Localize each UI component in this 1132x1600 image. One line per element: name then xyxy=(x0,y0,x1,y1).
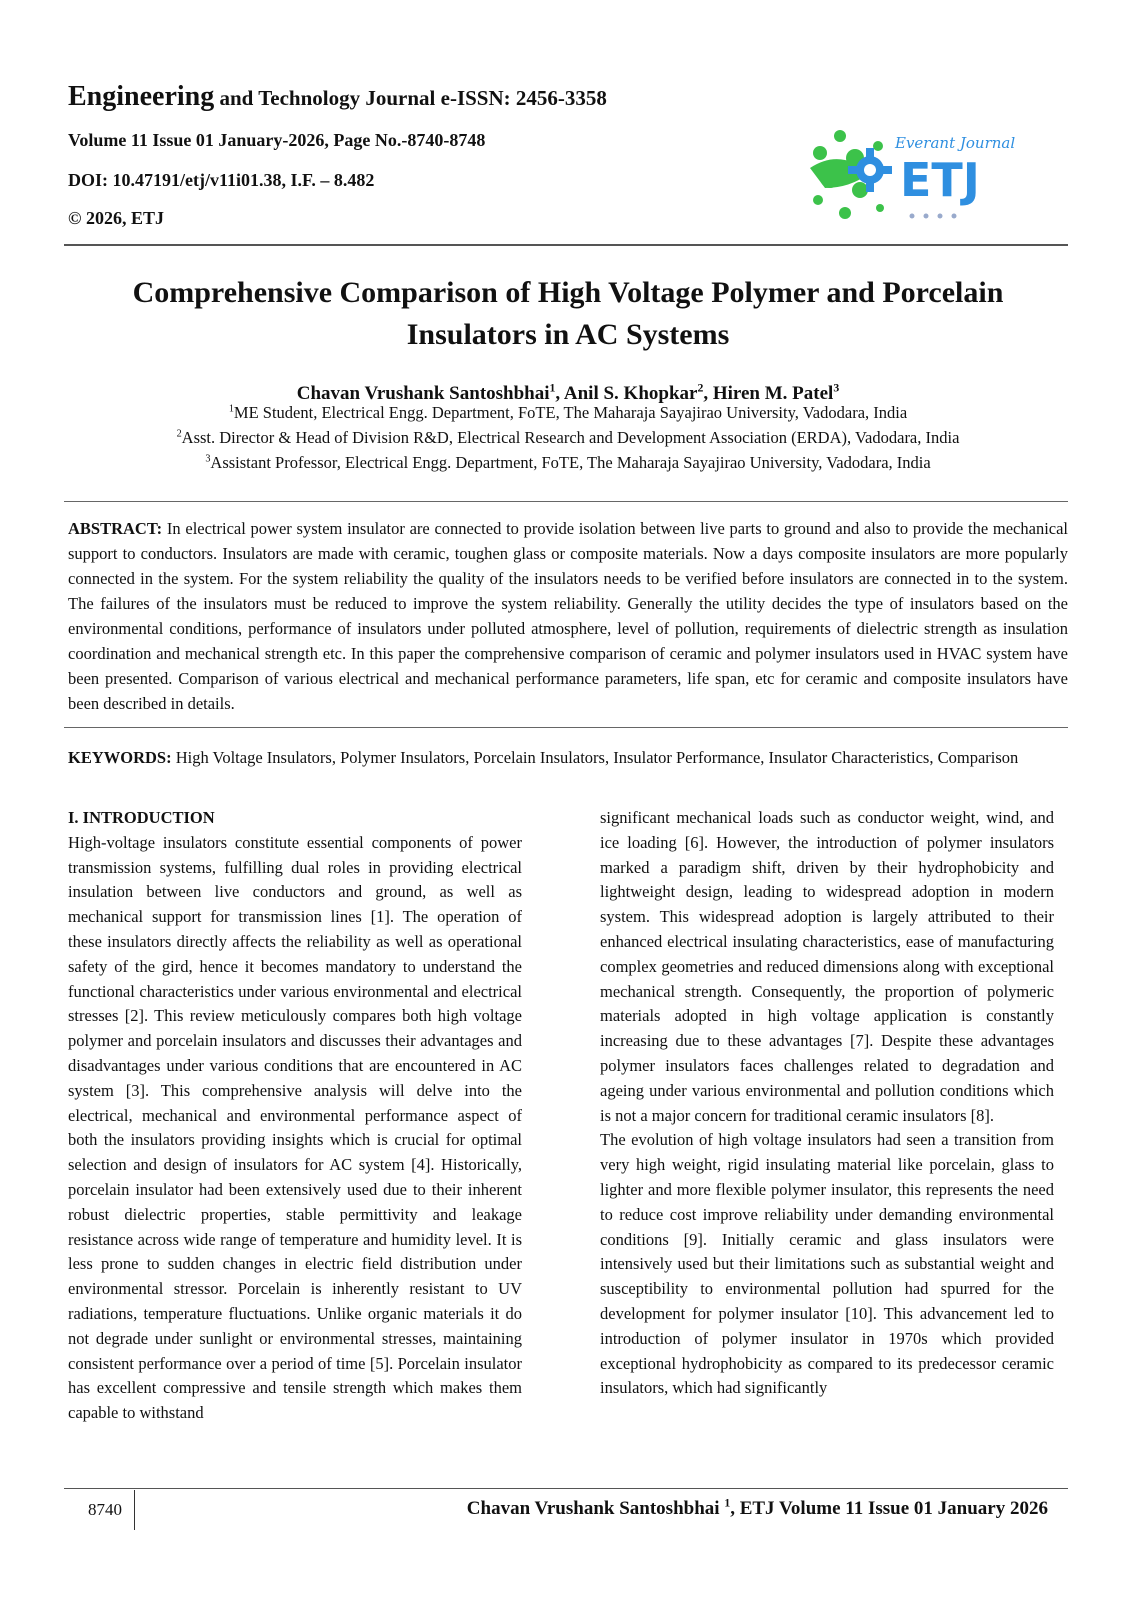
affiliation-1 xyxy=(66,403,1070,423)
paper-title xyxy=(66,272,1070,356)
header-divider xyxy=(64,244,1068,246)
keywords xyxy=(68,745,1068,770)
author-list xyxy=(66,383,1070,405)
body-left-column xyxy=(68,806,522,1426)
keywords-label: KEYWORDS: xyxy=(68,748,172,767)
author-2: Anil S. Khopkar xyxy=(563,383,698,404)
logo-text-top: Everant Journal xyxy=(895,134,1016,152)
etj-logo-icon xyxy=(800,118,1020,230)
abstract-top-rule xyxy=(64,501,1068,502)
footer-author: Chavan Vrushank Santoshbhai xyxy=(466,1498,725,1519)
logo-text-main: ETJ xyxy=(900,153,980,207)
introduction-paragraph-1: High-voltage insulators constitute essential components of power transmission systems, fulfilling dual roles in providing electrical insulation between live conductors and ground, as well as mechanical support for transmission lines [1]. The operation of these insulators directly affects the reliability as well as operational safety of the gird, hence it becomes mandatory to understand the functional characteristics under various environmental and electrical stresses [2]. This review meticulously compares both high voltage polymer and porcelain insulators and discusses their advantages and disadvantages under various conditions that are encountered in AC system [3]. This comprehensive analysis will delve into the electrical, mechanical and environmental performance aspect of both the insulators providing insights which is crucial for optimal selection and design of insulators for AC system [4]. Historically, porcelain insulator had been extensively used due to their inherent robust dielectric properties, stable permittivity and leakage resistance across wide range of temperature and humidity level. It is less prone to sudden changes in electric field distribution under environmental stressor. Porcelain is inherently resistant to UV radiations, temperature fluctuations. Unlike organic materials it do not degrade under sunlight or environmental stresses, maintaining consistent performance over a period of time [5]. Porcelain insulator has excellent compressive and tensile strength which makes them capable to withstand xyxy=(68,832,522,1423)
footer-citation xyxy=(467,1498,1048,1520)
page-number-divider xyxy=(134,1490,135,1530)
volume-line: Volume 11 Issue 01 January-2026, Page No.-8740-8748 xyxy=(68,130,486,150)
affiliation-2-text: Asst. Director & Head of Division R&D, Electrical Research and Development Association (ERDA), Vadodara, India xyxy=(181,428,960,447)
footer-author-sup: 1 xyxy=(724,1496,731,1510)
affiliation-3 xyxy=(66,453,1070,473)
author-sep-2: , xyxy=(703,383,713,404)
body-right-column xyxy=(600,806,1054,1401)
author-1: Chavan Vrushank Santoshbhai xyxy=(296,383,550,404)
doi-line: DOI: 10.47191/etj/v11i01.38, I.F. – 8.482 xyxy=(68,170,375,190)
author-sep-1: , xyxy=(555,383,564,404)
copyright-line: © 2026, ETJ xyxy=(68,208,164,228)
keywords-text: High Voltage Insulators, Polymer Insulators, Porcelain Insulators, Insulator Performance, Insulator Characteristics, Comparison xyxy=(175,748,1019,767)
journal-title-first-word: Engineering xyxy=(68,81,215,112)
paper-title-line-1: Comprehensive Comparison of High Voltage Polymer and Porcelain xyxy=(132,276,1004,309)
keywords-top-rule xyxy=(64,727,1068,728)
journal-title-rest: and Technology Journal e-ISSN: 2456-3358 xyxy=(219,86,607,110)
author-2-sup: 2 xyxy=(697,381,704,395)
page-number: 8740 xyxy=(88,1500,122,1519)
abstract xyxy=(68,516,1068,716)
affiliation-3-text: Assistant Professor, Electrical Engg. Department, FoTE, The Maharaja Sayajirao University, Vadodara, India xyxy=(210,453,931,472)
affiliation-2 xyxy=(66,428,1070,448)
author-1-sup: 1 xyxy=(549,381,556,395)
section-heading-introduction: I. INTRODUCTION xyxy=(68,808,215,827)
journal-title xyxy=(68,80,607,114)
affiliation-1-text: ME Student, Electrical Engg. Department, FoTE, The Maharaja Sayajirao University, Vadodara, India xyxy=(233,403,908,422)
affiliation-1-sup: 1 xyxy=(228,403,234,415)
introduction-paragraph-3: The evolution of high voltage insulators had seen a transition from very high weight, rigid insulating material like porcelain, glass to lighter and more flexible polymer insulator, this represents the need to reduce cost improve reliability under demanding environmental conditions [9]. Initially ceramic and glass insulators were intensively used but their limitations such as substantial weight and susceptibility to environmental pollution had spurred for the development for polymer insulator [10]. This advancement led to introduction of polymer insulator in 1970s which provided exceptional hydrophobicity as compared to its predecessor ceramic insulators, which had significantly xyxy=(600,1130,1054,1398)
author-3: Hiren M. Patel xyxy=(712,383,834,404)
paper-title-line-2: Insulators in AC Systems xyxy=(406,318,730,351)
author-3-sup: 3 xyxy=(833,381,840,395)
introduction-paragraph-2: significant mechanical loads such as conductor weight, wind, and ice loading [6]. However, the introduction of polymer insulators marked a paradigm shift, driven by their hydrophobicity and lightweight design, leading to widespread adoption in modern system. This widespread adoption is largely attributed to their enhanced electrical insulating characteristics, ease of manufacturing complex geometries and reduced dimensions along with exceptional mechanical strength. Consequently, the proportion of polymeric materials adopted in high voltage application is constantly increasing due to these advantages [7]. Despite these advantages polymer insulators faces challenges related to degradation and ageing under various environmental and pollution conditions which is not a major concern for traditional ceramic insulators [8]. xyxy=(600,808,1054,1125)
abstract-label: ABSTRACT: xyxy=(68,519,163,538)
footer-journal-info: , ETJ Volume 11 Issue 01 January 2026 xyxy=(730,1498,1048,1519)
affiliation-2-sup: 2 xyxy=(176,428,182,440)
footer-rule xyxy=(64,1488,1068,1489)
affiliation-3-sup: 3 xyxy=(205,453,211,465)
abstract-text: In electrical power system insulator are connected to provide isolation between live parts to ground and also to provide the mechanical support to conductors. Insulators are made with ceramic, toughen glass or composite materials. Now a days composite insulators are more popularly connected in the system. For the system reliability the quality of the insulators needs to be verified before insulators are connected in to the system. The failures of the insulators must be reduced to improve the system reliability. Generally the utility decides the type of insulators based on the environmental conditions, performance of insulators under polluted atmosphere, level of pollution, requirements of dielectric strength as insulation coordination and mechanical strength etc. In this paper the comprehensive comparison of ceramic and polymer insulators used in HVAC system have been presented. Comparison of various electrical and mechanical performance parameters, life span, etc for ceramic and composite insulators have been described in details. xyxy=(68,519,1069,713)
